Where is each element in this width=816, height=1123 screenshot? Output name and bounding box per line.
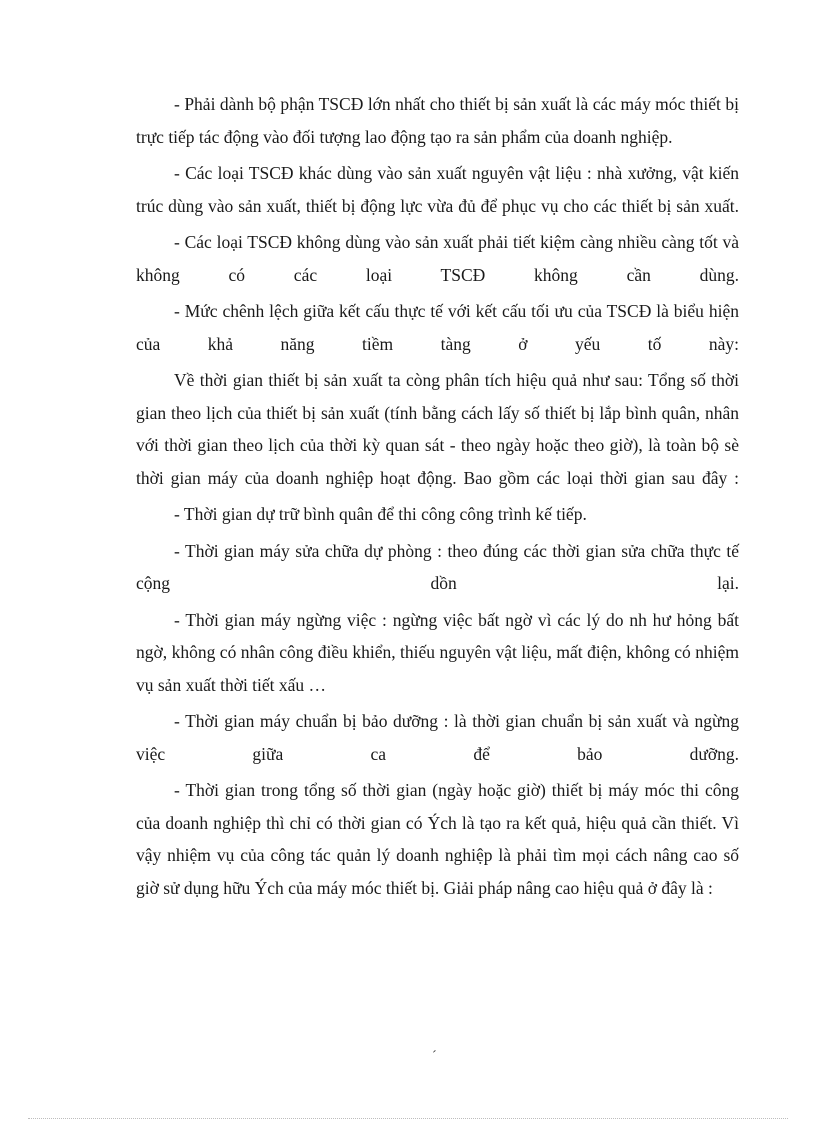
paragraph-2: - Các loại TSCĐ khác dùng vào sản xuất nguyên vật liệu : nhà xưởng, vật kiến trúc dùng vào sản xuất, thiết bị động lực vừa đủ để phục vụ cho các thiết bị sản xuất. — [136, 163, 739, 216]
paragraph-7: - Thời gian máy sửa chữa dự phòng : theo đúng các thời gian sửa chữa thực tế cộng dồn lại. — [136, 540, 739, 593]
paragraph-5: Về thời gian thiết bị sản xuất ta còng phân tích hiệu quả như sau: Tổng số thời gian theo lịch của thiết bị sản xuất (tính bằng cách lấy số thiết bị lắp bình quân, nhân với thời gian theo lịch của thời kỳ quan sát - theo ngày hoặc theo giờ), là toàn bộ sè thời gian máy của doanh nghiệp hoạt động. Bao gồm các loại thời gian sau đây : — [136, 370, 739, 488]
footer-mark: ´ — [432, 1049, 437, 1064]
document-page — [136, 88, 739, 908]
page-bottom-divider — [28, 1118, 788, 1119]
paragraph-9: - Thời gian máy chuẩn bị bảo dưỡng : là thời gian chuẩn bị sản xuất và ngừng việc giữa ca để bảo dưỡng. — [136, 711, 739, 764]
paragraph-1: - Phải dành bộ phận TSCĐ lớn nhất cho thiết bị sản xuất là các máy móc thiết bị trực tiếp tác động vào đối tượng lao động tạo ra sản phẩm của doanh nghiệp. — [136, 94, 739, 147]
paragraph-4: - Mức chênh lệch giữa kết cấu thực tế với kết cấu tối ưu của TSCĐ là biểu hiện của khả năng tiềm tàng ở yếu tố này: — [136, 301, 739, 354]
paragraph-3: - Các loại TSCĐ không dùng vào sản xuất phải tiết kiệm càng nhiều càng tốt và không có các loại TSCĐ không cần dùng. — [136, 232, 739, 285]
paragraph-10: - Thời gian trong tổng số thời gian (ngày hoặc giờ) thiết bị máy móc thi công của doanh nghiệp thì chỉ có thời gian có Ých là tạo ra kết quả, hiệu quả cần thiết. Vì vậy nhiệm vụ của công tác quản lý doanh nghiệp là phải tìm mọi cách nâng cao số giờ sử dụng hữu Ých của máy móc thiết bị. Giải pháp nâng cao hiệu quả ở đây là : — [136, 780, 739, 898]
paragraph-6: - Thời gian dự trữ bình quân để thi công công trình kế tiếp. — [174, 504, 587, 524]
paragraph-8: - Thời gian máy ngừng việc : ngừng việc bất ngờ vì các lý do nh hư hỏng bất ngờ, không có nhân công điều khiển, thiếu nguyên vật liệu, mất điện, không có nhiệm vụ sản xuất thời tiết xấu … — [136, 609, 739, 695]
